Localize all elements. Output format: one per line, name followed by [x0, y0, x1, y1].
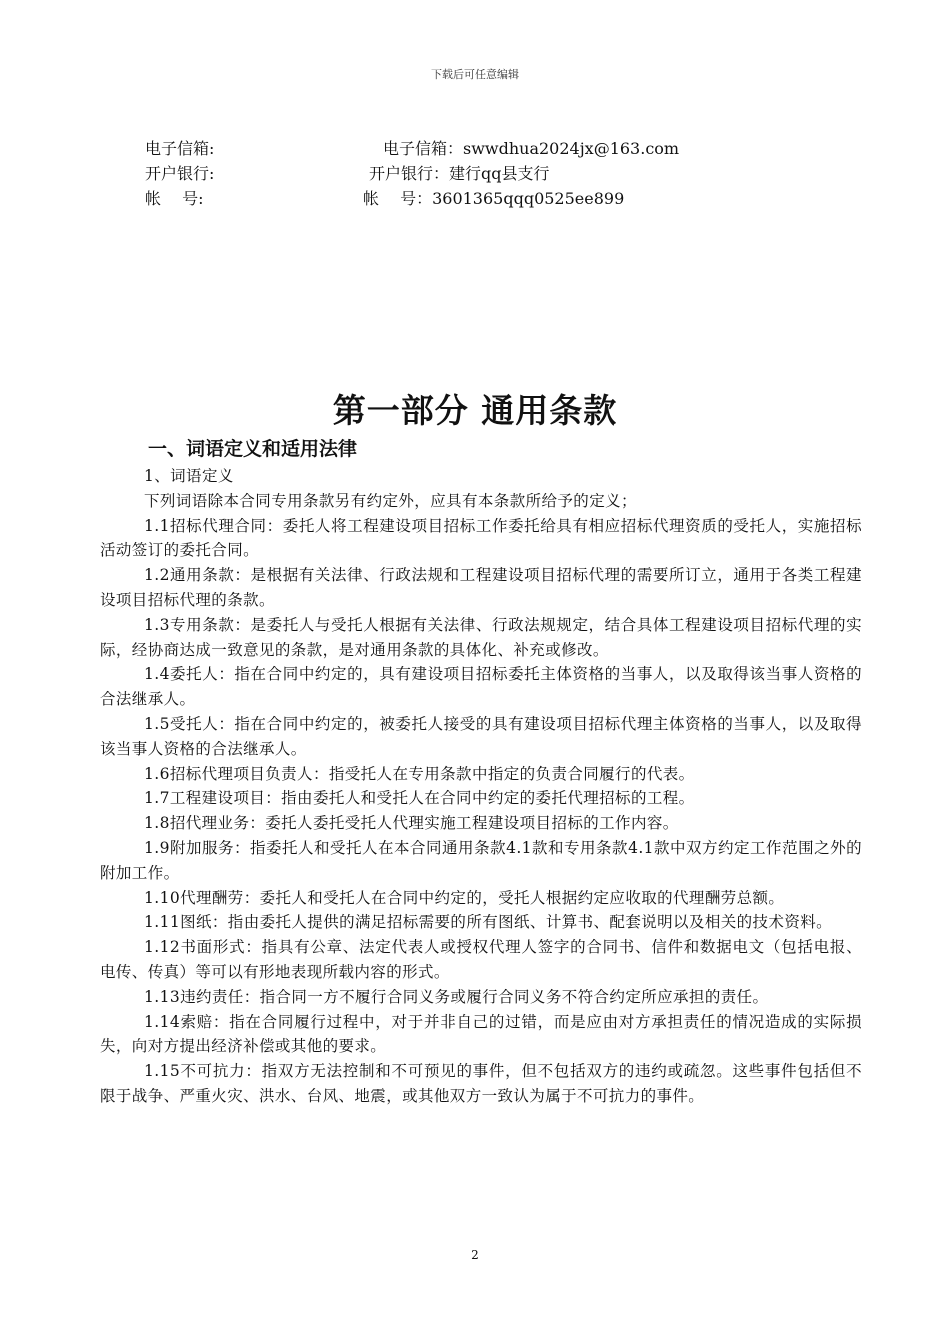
paragraph: 1.9附加服务：指委托人和受托人在本合同通用条款4.1款和专用条款4.1款中双方约定工作范围之外的附加工作。 [100, 838, 862, 882]
account-label-left: 帐 号: [145, 189, 204, 208]
paragraph: 1.1招标代理合同：委托人将工程建设项目招标工作委托给具有相应招标代理资质的受托人，实施招标活动签订的委托合同。 [100, 516, 862, 560]
document-body [100, 436, 862, 1109]
paragraph: 1.8招代理业务：委托人委托受托人代理实施工程建设项目招标的工作内容。 [144, 814, 679, 833]
email-label-left: 电子信箱: [145, 139, 215, 158]
paragraph: 1.3专用条款：是委托人与受托人根据有关法律、行政法规规定，结合具体工程建设项目招标代理的实际，经协商达成一致意见的条款，是对通用条款的具体化、补充或修改。 [100, 615, 862, 659]
paragraph: 1.15不可抗力：指双方无法控制和不可预见的事件，但不包括双方的违约或疏忽。这些事件包括但不限于战争、严重火灾、洪水、台风、地震，或其他双方一致认为属于不可抗力的事件。 [100, 1062, 862, 1105]
paragraph: 1.13违约责任：指合同一方不履行合同义务或履行合同义务不符合约定所应承担的责任。 [144, 987, 769, 1006]
paragraph: 1.6招标代理项目负责人：指受托人在专用条款中指定的负责合同履行的代表。 [144, 764, 695, 783]
page-title: 第一部分 通用条款 [332, 391, 618, 430]
paragraph: 1.2通用条款：是根据有关法律、行政法规和工程建设项目招标代理的需要所订立，通用于各类工程建设项目招标代理的条款。 [100, 566, 862, 609]
paragraph: 1.5受托人：指在合同中约定的，被委托人接受的具有建设项目招标代理主体资格的当事人，以及取得该当事人资格的合法继承人。 [100, 714, 862, 758]
account-right: 帐 号：3601365qqq0525ee899 [363, 189, 625, 208]
page-header: 下载后可任意编辑 [431, 68, 519, 81]
paragraph: 1.12书面形式：指具有公章、法定代表人或授权代理人签字的合同书、信件和数据电文（包括电报、电传、传真）等可以有形地表现所载内容的形式。 [100, 938, 862, 981]
page-number: 2 [471, 1248, 479, 1262]
paragraph: 1.7工程建设项目：指由委托人和受托人在合同中约定的委托代理招标的工程。 [144, 789, 695, 808]
paragraph: 1.11图纸：指由委托人提供的满足招标需要的所有图纸、计算书、配套说明以及相关的技术资料。 [144, 913, 833, 932]
bank-label-left: 开户银行: [145, 164, 215, 183]
contact-left-block [145, 136, 214, 211]
section-heading: 一、词语定义和适用法律 [148, 438, 358, 460]
paragraph: 1.14索赔：指在合同履行过程中，对于并非自己的过错，而是应由对方承担责任的情况造成的实际损失，向对方提出经济补偿或其他的要求。 [100, 1012, 862, 1056]
paragraph: 1、词语定义 [144, 467, 234, 485]
paragraph: 1.4委托人：指在合同中约定的，具有建设项目招标委托主体资格的当事人，以及取得该当事人资格的合法继承人。 [100, 665, 862, 709]
bank-right: 开户银行：建行qq县支行 [369, 164, 550, 183]
paragraph: 下列词语除本合同专用条款另有约定外，应具有本条款所给予的定义； [144, 491, 637, 510]
email-right: 电子信箱：swwdhua2024jx@163.com [383, 139, 680, 158]
paragraph: 1.10代理酬劳：委托人和受托人在合同中约定的，受托人根据约定应收取的代理酬劳总额。 [144, 888, 785, 907]
contact-right-block [363, 136, 680, 211]
